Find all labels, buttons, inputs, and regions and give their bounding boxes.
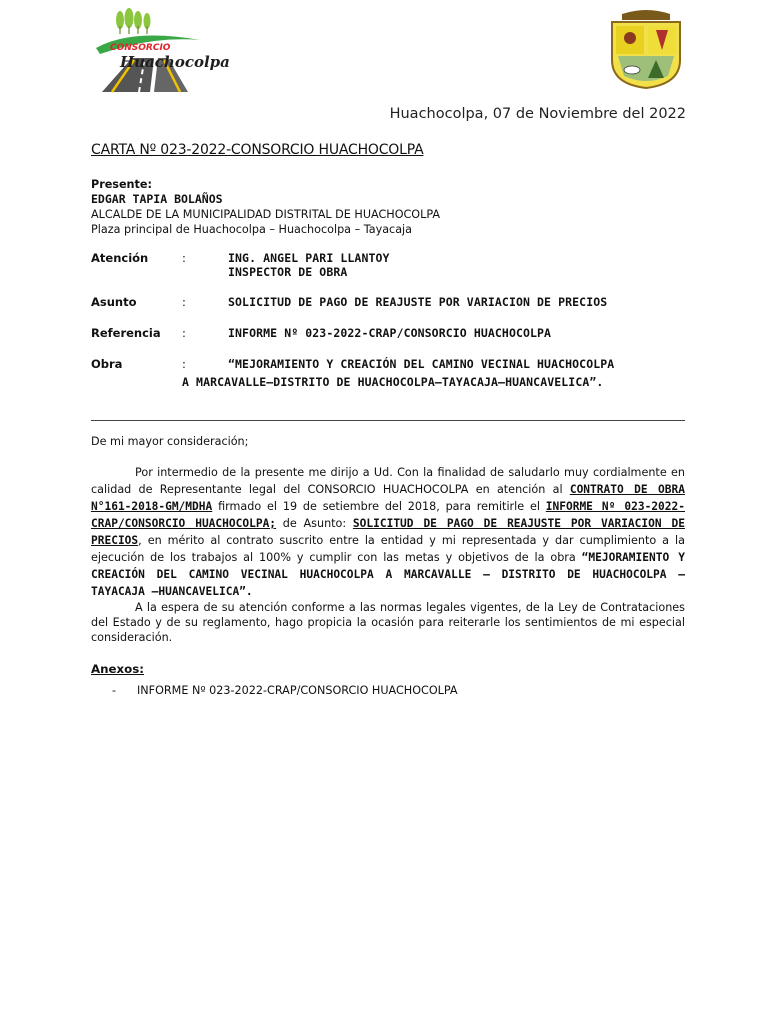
atencion-label: Atención xyxy=(91,251,149,265)
referencia-colon: : xyxy=(182,326,186,340)
body-paragraph-1 xyxy=(91,464,685,600)
recipient-presente: Presente: xyxy=(91,178,152,191)
obra-line-2: A MARCAVALLE–DISTRITO DE HUACHOCOLPA–TAYACAJA–HUANCAVELICA”. xyxy=(182,375,604,389)
anexos-title: Anexos: xyxy=(91,662,144,676)
logo-text-huachocolpa: Huachocolpa xyxy=(120,53,230,71)
header-divider xyxy=(91,420,685,421)
obra-label: Obra xyxy=(91,357,123,371)
asunto-label: Asunto xyxy=(91,295,137,309)
shield-icon xyxy=(608,8,684,90)
recipient-name: EDGAR TAPIA BOLAÑOS xyxy=(91,192,223,206)
p1-contrato: CONTRATO DE OBRA N°161-2018-GM/MDHA xyxy=(91,483,685,513)
body-paragraph-2: A la espera de su atención conforme a las normas legales vigentes, de la Ley de Contrataciones del Estado y de su reglamento, hago propicia la ocasión para reiterarle los sentimientos de mi especial consideración. xyxy=(91,601,685,644)
p1-informe: INFORME Nº 023-2022-CRAP/CONSORCIO HUACHOCOLPA; xyxy=(91,500,685,530)
obra-line-1: “MEJORAMIENTO Y CREACIÓN DEL CAMINO VECINAL HUACHOCOLPA xyxy=(228,357,615,371)
p1-text-a: Por intermedio de la presente me dirijo a Ud. Con la finalidad de saludarlo muy cordialmente en calidad de Representante legal del CONSORCIO HUACHOCOLPA en atención al xyxy=(91,466,685,496)
municipal-shield-emblem xyxy=(608,8,684,90)
obra-colon: : xyxy=(182,357,186,371)
atencion-colon: : xyxy=(182,251,186,265)
logo-text-consorcio: CONSORCIO xyxy=(110,43,171,53)
p1-text-b: firmado el 19 de setiembre del 2018, para remitirle el xyxy=(212,500,546,513)
atencion-name: ING. ANGEL PARI LLANTOY xyxy=(228,251,390,265)
recipient-address: Plaza principal de Huachocolpa – Huachocolpa – Tayacaja xyxy=(91,223,413,236)
anexos-item: INFORME Nº 023-2022-CRAP/CONSORCIO HUACHOCOLPA xyxy=(137,684,458,697)
consorcio-logo xyxy=(92,8,230,94)
recipient-role: ALCALDE DE LA MUNICIPALIDAD DISTRITAL DE HUACHOCOLPA xyxy=(91,208,441,221)
p1-asunto: SOLICITUD DE PAGO DE REAJUSTE POR VARIACION DE PRECIOS xyxy=(91,517,685,547)
referencia-label: Referencia xyxy=(91,326,161,340)
asunto-colon: : xyxy=(182,295,186,309)
letter-title: CARTA Nº 023-2022-CONSORCIO HUACHOCOLPA xyxy=(91,142,424,158)
p1-text-d: , en mérito al contrato suscrito entre la entidad y mi representada y dar cumplimiento a la ejecución de los trabajos al 100% y cumplir con las metas y objetivos de la obra xyxy=(91,534,685,564)
referencia-value: INFORME Nº 023-2022-CRAP/CONSORCIO HUACHOCOLPA xyxy=(228,326,552,340)
p1-text-c: de Asunto: xyxy=(276,517,353,530)
recipient-block xyxy=(91,177,440,237)
p1-obra: “MEJORAMIENTO Y CREACIÓN DEL CAMINO VECINAL HUACHOCOLPA A MARCAVALLE – DISTRITO DE HUACHOCOLPA – TAYACAJA –HUANCAVELICA”. xyxy=(91,551,685,598)
atencion-role: INSPECTOR DE OBRA xyxy=(228,265,348,279)
letter-date: Huachocolpa, 07 de Noviembre del 2022 xyxy=(389,106,686,122)
anexos-bullet: - xyxy=(112,684,117,697)
asunto-value: SOLICITUD DE PAGO DE REAJUSTE POR VARIACION DE PRECIOS xyxy=(228,295,608,309)
greeting: De mi mayor consideración; xyxy=(91,435,249,448)
